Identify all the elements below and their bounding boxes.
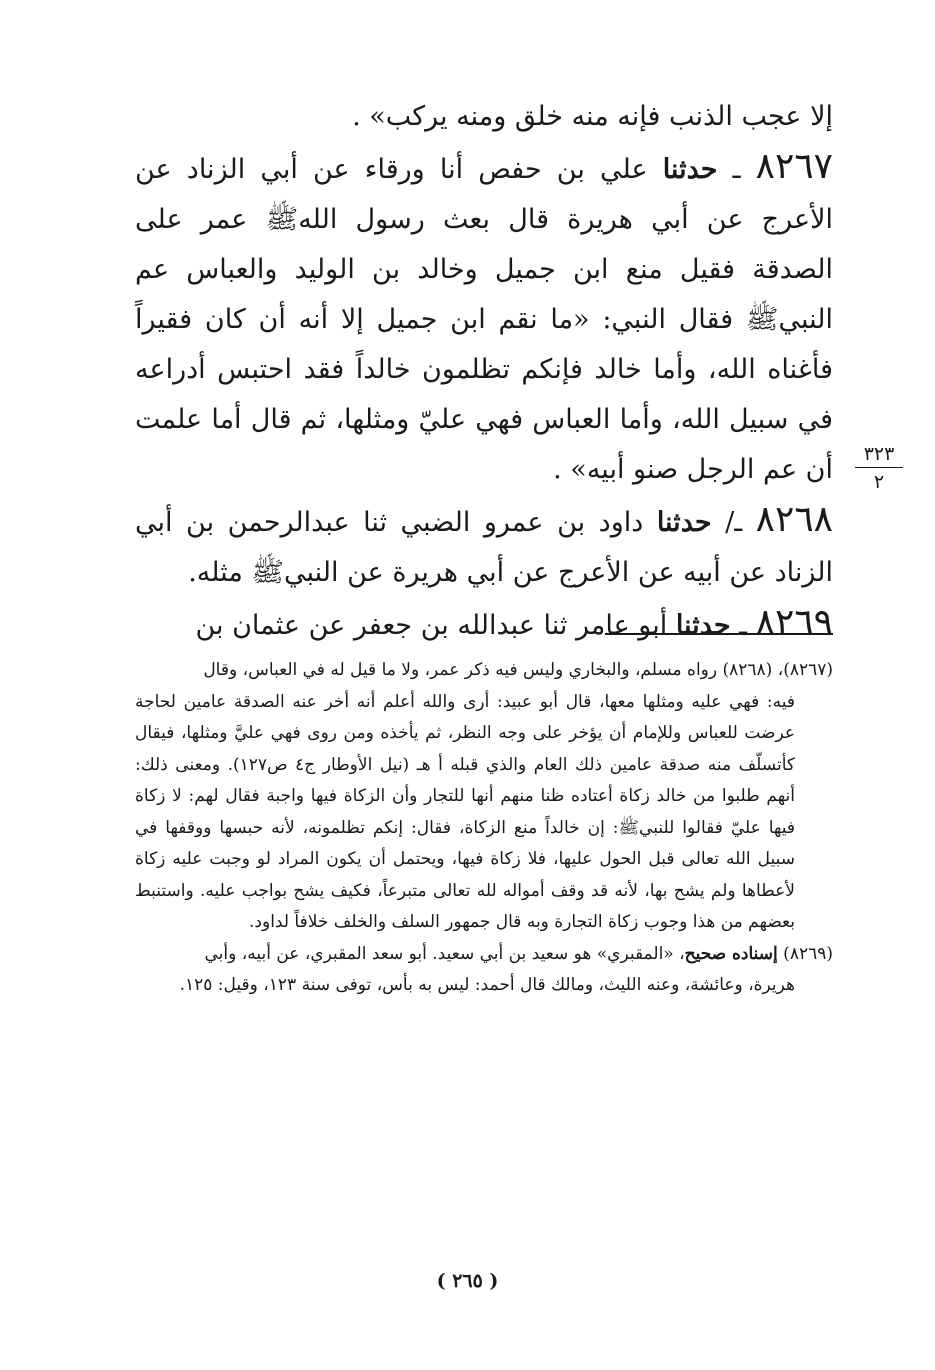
footnote-8267-line1: (٨٢٦٧)، (٨٢٦٨) رواه مسلم، والبخاري وليس فيه ذكر عمر، ولا ما قيل له في العباس، وقال xyxy=(203,660,833,680)
hadith-dash: ـ/ xyxy=(711,507,756,538)
footnote-8267-body: فيه: فهي عليه ومثلها معها، قال أبو عبيد: أرى والله أعلم أنه أخر عنه الصدقة عامين لحاجة عرضت للعباس وللإمام أن يؤخر على وجه النظر، ثم يأخذه ومن روى فهي عليَّ ومثلها، فيقال كأتسلّف منه صدقة عامين ذلك العام والذي قبله أ هـ (نيل الأوطار ج٤ ص١٢٧). ومعنى ذلك: أنهم طلبوا من خالد زكاة أعتاده ظنا منهم أنها للتجار وأن الزكاة فيها واجبة فقال لهم: لا زكاة فيها عليّ فقالوا للنبيﷺ: إن خالداً منع الزكاة، فقال: إنكم تظلمونه، لأنه حبسها ووقفها في سبيل الله تعالى قبل الحول عليها، فلا زكاة فيها، ويحتمل أن يكون المراد لو وجبت عليه زكاة لأعطاها ولم يشح بها، لأنه قد وقف أمواله لله تعالى متبرعاً، فكيف يشح بواجب عليه. واستنبط بعضهم من هذا وجوب زكاة التجارة وبه قال جمهور السلف والخلف خلافاً لداود. xyxy=(135,691,795,932)
footnote-8269-line1 xyxy=(135,939,833,971)
hadith-8268 xyxy=(135,495,833,598)
margin-note-top: ٣٢٣ xyxy=(855,442,903,468)
intro-end-line: إلا عجب الذنب فإنه منه خلق ومنه يركب» . xyxy=(352,101,833,132)
hadith-keyword: حدثنا xyxy=(675,610,731,641)
hadith-number: ٨٢٦٧ xyxy=(755,146,834,187)
footnotes xyxy=(135,655,833,1002)
manuscript-page-reference xyxy=(855,442,903,494)
hadith-number: ٨٢٦٩ xyxy=(755,602,833,643)
hadith-number: ٨٢٦٨ xyxy=(755,499,834,540)
hadith-8269 xyxy=(135,598,833,651)
hadith-text: علي بن حفص أنا ورقاء عن أبي الزناد عن الأعرج عن أبي هريرة قال بعث رسول اللهﷺ عمر على الصدقة فقيل منع ابن جميل وخالد بن الوليد والعباس عم النبيﷺ فقال النبي: «ما نقم ابن جميل إلا أنه أن كان فقيراً فأغناه الله، وأما خالد فإنكم تظلمون خالداً فقد احتبس أدراعه في سبيل الله، وأما العباس فهي عليّ ومثلها، ثم قال أما علمت أن عم الرجل صنو أبيه» . xyxy=(135,154,833,485)
hadith-text: داود بن عمرو الضبي ثنا عبدالرحمن بن أبي الزناد عن أبيه عن الأعرج عن أبي هريرة عن النبيﷺ مثله. xyxy=(135,507,833,588)
footnote-ref: (٨٢٦٩) xyxy=(777,943,833,964)
main-text xyxy=(135,92,833,651)
hadith-text: أبو عامر ثنا عبدالله بن جعفر عن عثمان بن xyxy=(195,610,676,641)
page-number: ( ٢٦٥ ) xyxy=(436,1270,499,1292)
hadith-keyword: حدثنا xyxy=(662,154,718,185)
hadith-dash: ـ xyxy=(730,610,756,641)
footnote-8269-body: هريرة، وعائشة، وعنه الليث، ومالك قال أحمد: ليس به بأس، توفى سنة ١٢٣، وقيل: ١٢٥. xyxy=(179,975,795,995)
footnote-keyword: إسناده صحيح xyxy=(684,943,778,964)
hadith-8267 xyxy=(135,142,833,495)
hadith-dash: ـ xyxy=(717,154,756,185)
hadith-keyword: حدثنا xyxy=(656,507,712,538)
footnote-text: ، «المقبري» هو سعيد بن أبي سعيد. أبو سعد المقبري، عن أبيه، وأبي xyxy=(204,943,685,964)
margin-note-bottom: ٢ xyxy=(873,471,885,493)
footnote-separator xyxy=(605,633,833,635)
